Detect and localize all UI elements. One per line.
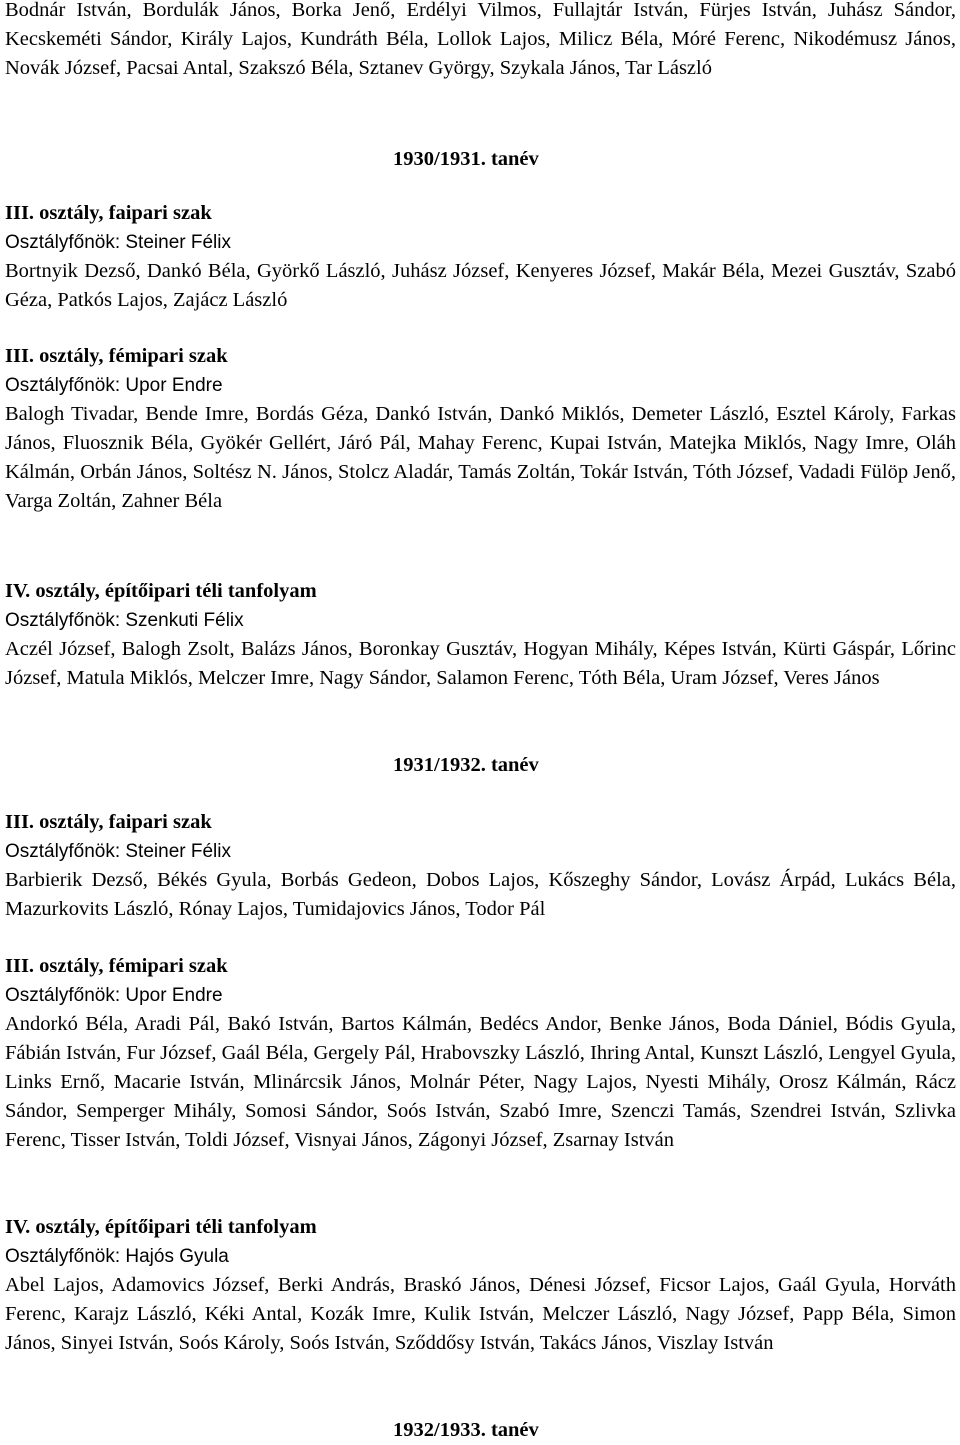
class-section-1930-iv-epitoipari	[5, 577, 956, 693]
class-teacher: Osztályfőnök: Upor Endre	[5, 375, 223, 396]
class-title: III. osztály, faipari szak	[5, 811, 212, 833]
class-section-1930-iii-femipari	[5, 342, 956, 516]
student-list: Andorkó Béla, Aradi Pál, Bakó István, Bartos Kálmán, Bedécs Andor, Benke János, Boda Dániel, Bódis Gyula, Fábián István, Fur József, Gaál Béla, Gergely Pál, Hrabovszky László, Ihring Antal, Kunszt László, Lengyel Gyula, Links Ernő, Macarie István, Mlinárcsik János, Molnár Péter, Nagy Lajos, Nyesti Mihály, Orosz Kálmán, Rácz Sándor, Semperger Mihály, Somosi Sándor, Soós István, Szabó Imre, Szenczi Tamás, Szendrei István, Szlivka Ferenc, Tisser István, Toldi József, Visnyai János, Zágonyi József, Zsarnay István	[5, 1013, 956, 1151]
class-section-1931-iv-epitoipari	[5, 1213, 956, 1358]
class-section-1931-iii-faipari	[5, 808, 956, 924]
class-section-1931-iii-femipari	[5, 952, 956, 1155]
student-list: Abel Lajos, Adamovics József, Berki András, Braskó János, Dénesi József, Ficsor Lajos, Gaál Gyula, Horváth Ferenc, Karajz László, Kéki Antal, Kozák Imre, Kulik István, Melczer László, Nagy József, Papp Béla, Simon János, Sinyei István, Soós Károly, Soós István, Sződdősy István, Takács János, Viszlay István	[5, 1274, 956, 1354]
class-title: III. osztály, faipari szak	[5, 202, 212, 224]
class-title: IV. osztály, építőipari téli tanfolyam	[5, 580, 317, 602]
student-list: Balogh Tivadar, Bende Imre, Bordás Géza, Dankó István, Dankó Miklós, Demeter László, Esztel Károly, Farkas János, Fluosznik Béla, Gyökér Gellért, Járó Pál, Mahay Ferenc, Kupai István, Matejka Miklós, Nagy Imre, Oláh Kálmán, Orbán János, Soltész N. János, Stolcz Aladár, Tamás Zoltán, Tokár István, Tóth József, Vadadi Fülöp Jenő, Varga Zoltán, Zahner Béla	[5, 403, 956, 512]
class-teacher: Osztályfőnök: Upor Endre	[5, 985, 223, 1006]
class-title: III. osztály, fémipari szak	[5, 955, 228, 977]
student-list: Bortnyik Dezső, Dankó Béla, Györkő László, Juhász József, Kenyeres József, Makár Béla, Mezei Gusztáv, Szabó Géza, Patkós Lajos, Zajácz László	[5, 260, 956, 311]
year-heading-1930-1931: 1930/1931. tanév	[393, 148, 539, 170]
class-title: IV. osztály, építőipari téli tanfolyam	[5, 1216, 317, 1238]
class-teacher: Osztályfőnök: Szenkuti Félix	[5, 610, 244, 631]
student-list: Aczél József, Balogh Zsolt, Balázs János, Boronkay Gusztáv, Hogyan Mihály, Képes István, Kürti Gáspár, Lőrinc József, Matula Miklós, Melczer Imre, Nagy Sándor, Salamon Ferenc, Tóth Béla, Uram József, Veres János	[5, 638, 956, 689]
class-teacher: Osztályfőnök: Steiner Félix	[5, 232, 231, 253]
intro-student-list: Bodnár István, Bordulák János, Borka Jenő, Erdélyi Vilmos, Fullajtár István, Fürjes István, Juhász Sándor, Kecskeméti Sándor, Király Lajos, Kundráth Béla, Lollok Lajos, Milicz Béla, Móré Ferenc, Nikodémusz János, Novák József, Pacsai Antal, Szakszó Béla, Sztanev György, Szykala János, Tar László	[5, 0, 956, 79]
class-title: III. osztály, fémipari szak	[5, 345, 228, 367]
class-teacher: Osztályfőnök: Steiner Félix	[5, 841, 231, 862]
class-section-1930-iii-faipari	[5, 199, 956, 315]
year-heading-1931-1932: 1931/1932. tanév	[393, 754, 539, 776]
student-list: Barbierik Dezső, Békés Gyula, Borbás Gedeon, Dobos Lajos, Kőszeghy Sándor, Lovász Árpád, Lukács Béla, Mazurkovits László, Rónay Lajos, Tumidajovics János, Todor Pál	[5, 869, 956, 920]
year-heading-1932-1933: 1932/1933. tanév	[393, 1419, 539, 1441]
class-teacher: Osztályfőnök: Hajós Gyula	[5, 1246, 229, 1267]
